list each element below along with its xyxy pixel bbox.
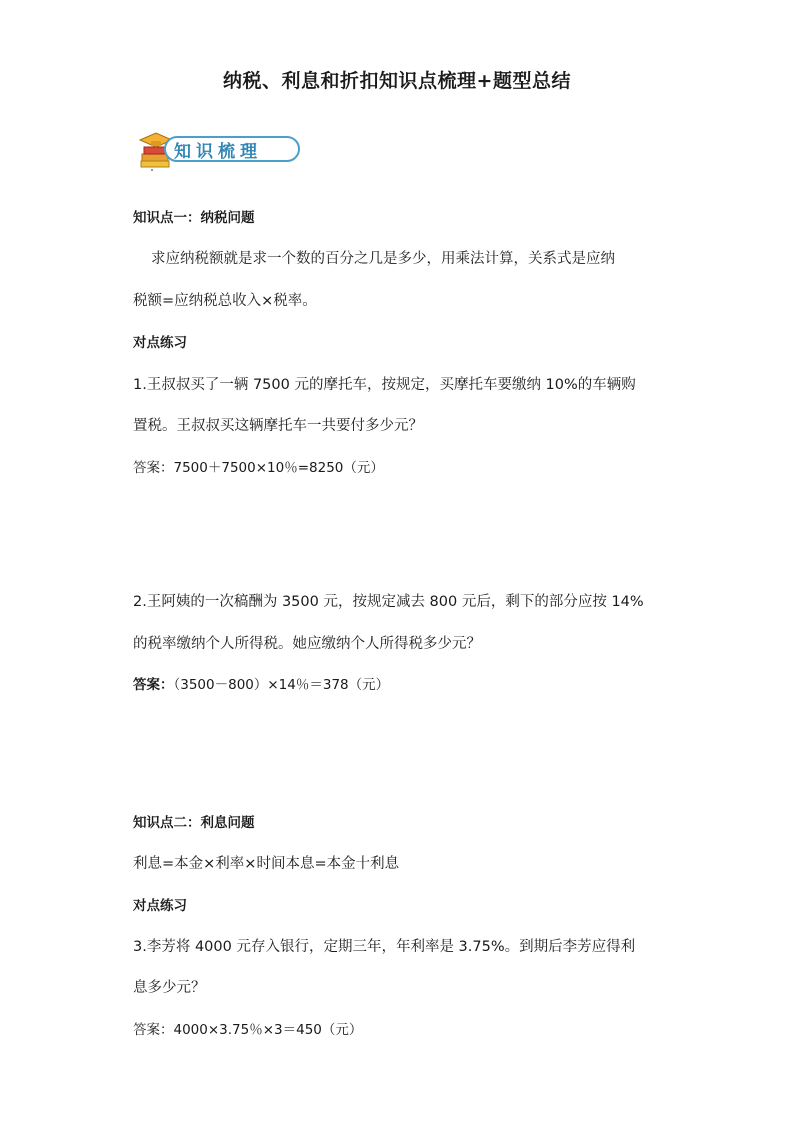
- answer2: [133, 673, 389, 693]
- section1-practice-heading: 对点练习: [133, 335, 187, 351]
- question1-line2: 置税。王叔叔买这辆摩托车一共要付多少元？: [133, 418, 423, 434]
- knowledge-banner: [138, 128, 302, 172]
- section2-formula: 利息=本金×利率×时间本息=本金十利息: [133, 856, 400, 872]
- section1-desc-line2: 税额=应纳税总收入×税率。: [133, 293, 317, 309]
- question1-line1: 1.王叔叔买了一辆 7500 元的摩托车，按规定，买摩托车要缴纳 10%的车辆购: [133, 377, 636, 393]
- answer3: 答案：4000×3.75％×3＝450（元）: [133, 1022, 363, 1038]
- section1-desc-line1: 求应纳税额就是求一个数的百分之几是多少，用乘法计算，关系式是应纳: [151, 251, 615, 267]
- banner-label: 知识梳理: [174, 142, 262, 162]
- question3-line1: 3.李芳将 4000 元存入银行，定期三年，年利率是 3.75%。到期后李芳应得利: [133, 939, 636, 955]
- answer1: 答案：7500＋7500×10％=8250（元）: [133, 460, 384, 476]
- answer2-label: 答案：: [133, 677, 174, 693]
- section2-practice-heading: 对点练习: [133, 898, 187, 914]
- page-title: 纳税、利息和折扣知识点梳理+题型总结: [223, 70, 571, 92]
- section2-heading: 知识点二：利息问题: [133, 815, 255, 831]
- question2-line1: 2.王阿姨的一次稿酬为 3500 元，按规定减去 800 元后，剩下的部分应按 14%: [133, 594, 644, 610]
- question2-line2: 的税率缴纳个人所得税。她应缴纳个人所得税多少元？: [133, 636, 481, 652]
- section1-heading: 知识点一：纳税问题: [133, 210, 255, 226]
- question3-line2: 息多少元？: [133, 980, 206, 996]
- answer2-value: （3500－800）×14％＝378（元）: [173, 677, 390, 693]
